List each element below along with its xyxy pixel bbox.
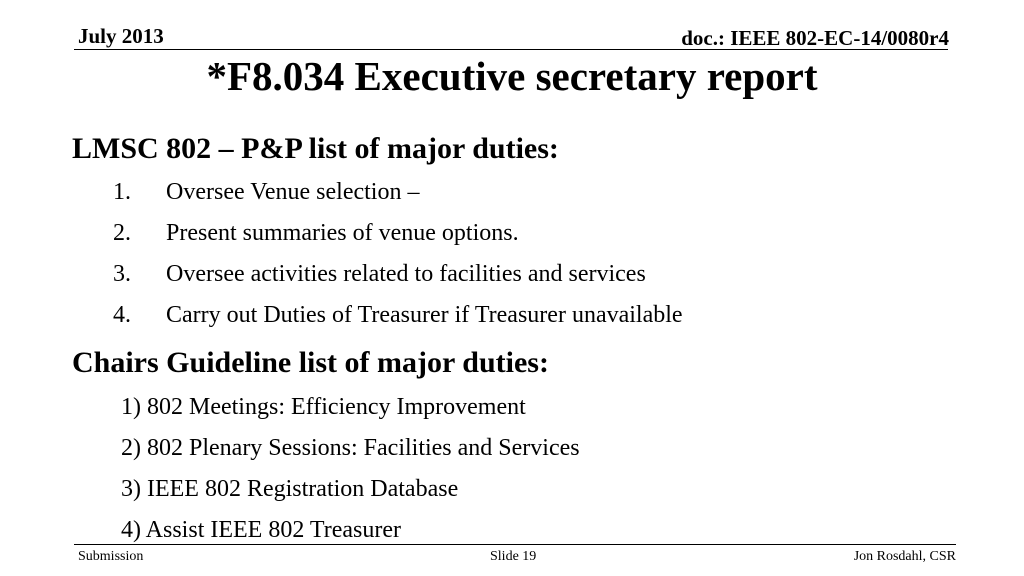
list-item-text: Oversee activities related to facilities and services <box>166 261 646 287</box>
list-item-text: 4) Assist IEEE 802 Treasurer <box>121 517 401 543</box>
header-doc-id: doc.: IEEE 802-EC-14/0080r4 <box>681 26 949 50</box>
list-item-text: 3) IEEE 802 Registration Database <box>121 476 459 502</box>
list-item-number: 3. <box>113 261 131 287</box>
slide-title: *F8.034 Executive secretary report <box>206 53 818 99</box>
list-item-text: Carry out Duties of Treasurer if Treasurer unavailable <box>166 302 683 328</box>
list-item-text: Oversee Venue selection – <box>166 179 420 205</box>
section-heading-pp-duties: LMSC 802 – P&P list of major duties: <box>72 132 559 165</box>
footer-slide-number: Slide 19 <box>490 549 537 564</box>
footer-submission: Submission <box>78 549 144 564</box>
footer-divider <box>74 544 956 545</box>
list-item-number: 4. <box>113 302 131 328</box>
list-item-number: 2. <box>113 220 131 246</box>
header-date: July 2013 <box>78 24 164 48</box>
list-item-text: 1) 802 Meetings: Efficiency Improvement <box>121 394 526 420</box>
list-item-text: Present summaries of venue options. <box>166 220 519 246</box>
list-item-number: 1. <box>113 179 131 205</box>
section-heading-chairs-duties: Chairs Guideline list of major duties: <box>72 346 549 379</box>
header-divider <box>74 49 948 50</box>
footer-author: Jon Rosdahl, CSR <box>853 549 956 564</box>
list-item-text: 2) 802 Plenary Sessions: Facilities and Services <box>121 435 580 461</box>
